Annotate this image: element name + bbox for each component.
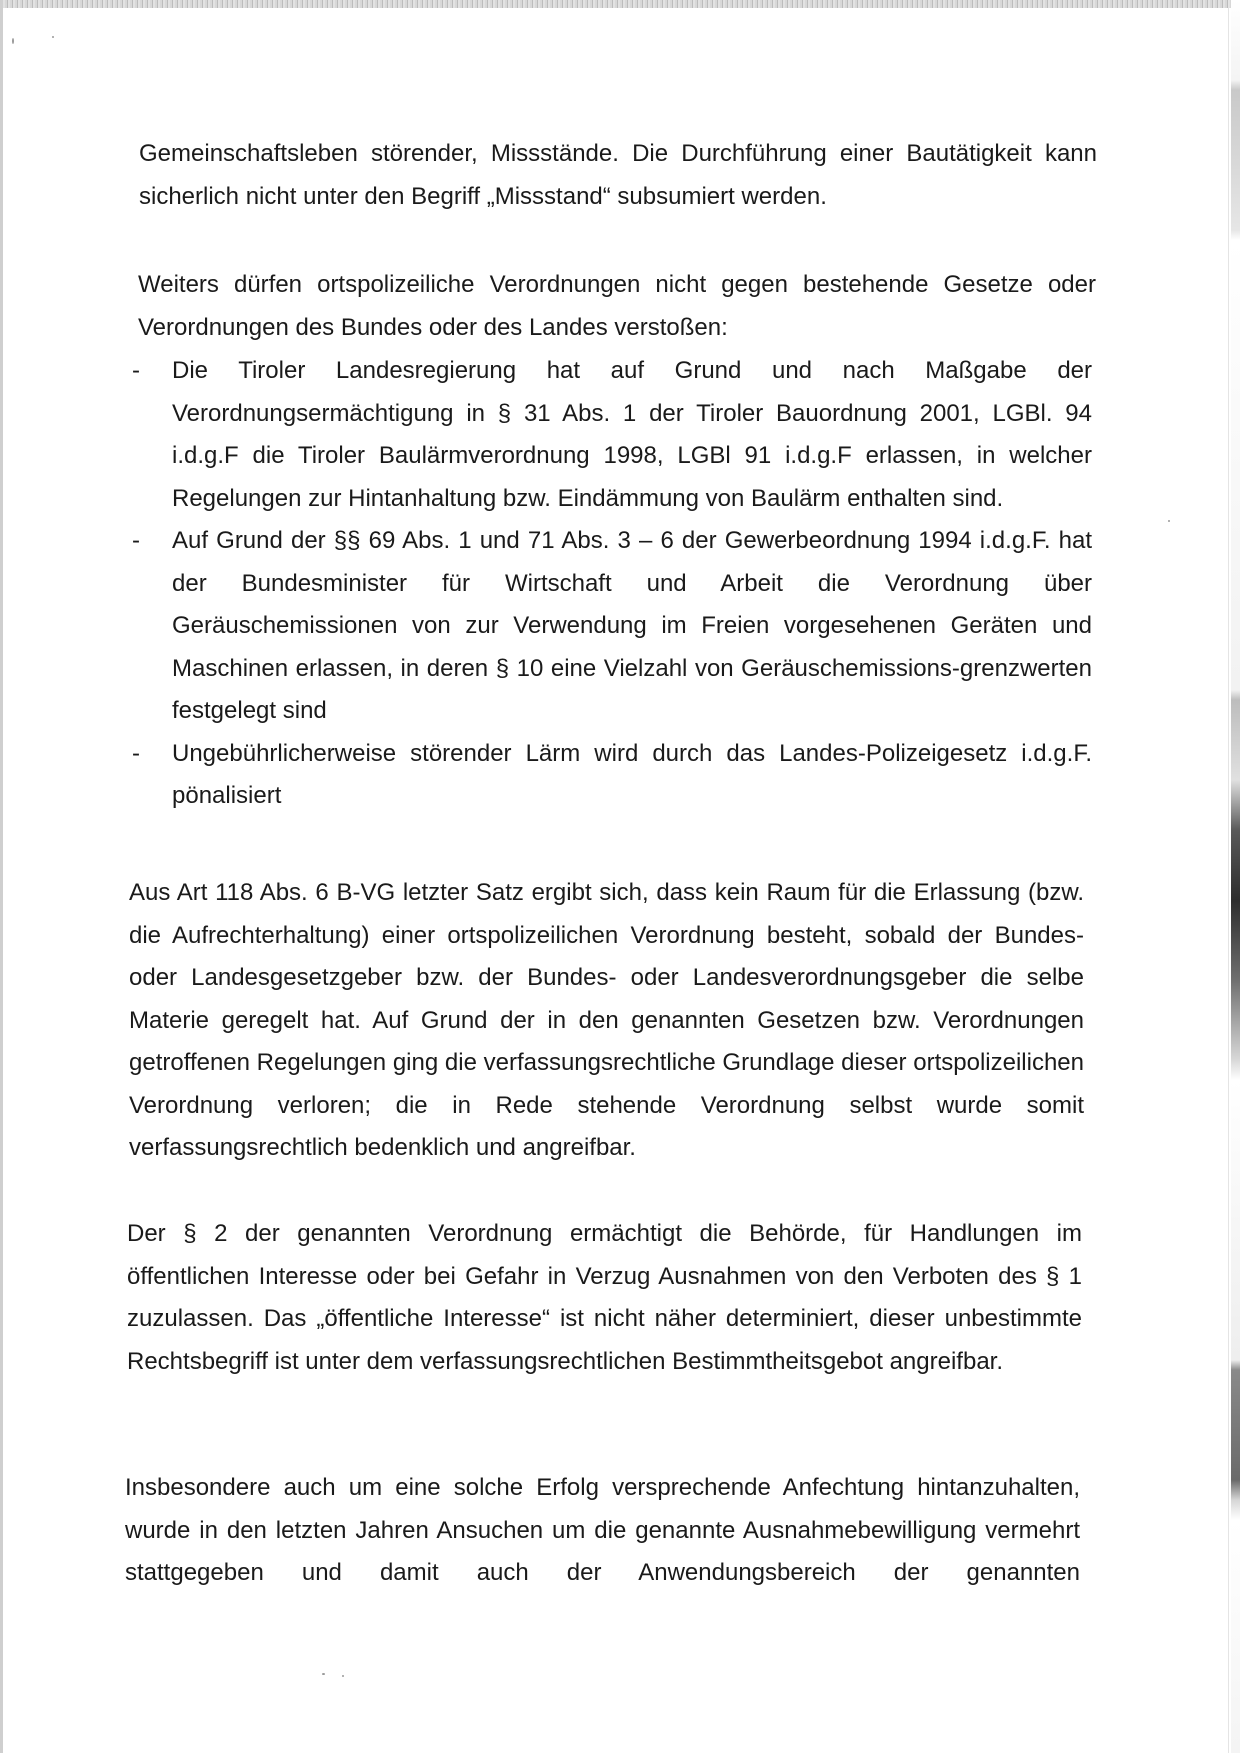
paragraph-1: Gemeinschaftsleben störender, Missstände. Die Durchführung einer Bautätigkeit kann sicherlich nicht unter den Begriff „Missstand“ subsumiert werden. (139, 140, 1097, 210)
bullet-marker: - (132, 739, 140, 767)
bullet-text: Die Tiroler Landesregierung hat auf Grund und nach Maßgabe der Verordnungsermächtigung in § 31 Abs. 1 der Tiroler Bauordnung 2001, LGBl. 94 i.d.g.F die Tiroler Baulärmverordnung 1998, LGBl 91 i.d.g.F erlassen, in welcher Regelungen zur Hintanhaltung bzw. Eindämmung von Baulärm enthalten sind. (172, 357, 1092, 512)
bullet-item (132, 350, 1092, 520)
paragraph-2: Weiters dürfen ortspolizeiliche Verordnungen nicht gegen bestehende Gesetze oder Verordnungen des Bundes oder des Landes verstoßen: (138, 271, 1096, 341)
bullet-item (132, 520, 1092, 733)
bullet-text: Auf Grund der §§ 69 Abs. 1 und 71 Abs. 3 – 6 der Gewerbeordnung 1994 i.d.g.F. hat der Bundesminister für Wirtschaft und Arbeit die Verordnung über Geräuschemissionen von zur Verwendung im Freien vorgesehenen Geräten und Maschinen erlassen, in deren § 10 eine Vielzahl von Geräuschemissions-grenzwerten festgelegt sind (172, 527, 1092, 724)
scan-speck (342, 1675, 344, 1677)
bullet-marker: - (132, 357, 140, 384)
paragraph-5: Insbesondere auch um eine solche Erfolg versprechende Anfechtung hintanzuhalten, wurde in den letzten Jahren Ansuchen um die genannte Ausnahmebewilligung vermehrt stattgegeben und damit auch der Anwendungsbereich der genannten (125, 1474, 1080, 1586)
scan-speck (322, 1673, 325, 1675)
scan-speck (52, 36, 54, 38)
scan-speck (12, 38, 14, 44)
bullet-list (132, 350, 1092, 818)
scan-top-edge (0, 0, 1240, 8)
bullet-item (132, 733, 1092, 818)
scan-right-edge (1231, 0, 1240, 1753)
scan-left-edge (0, 0, 3, 1753)
paragraph-4: Der § 2 der genannten Verordnung ermächtigt die Behörde, für Handlungen im öffentlichen Interesse oder bei Gefahr in Verzug Ausnahmen von den Verboten des § 1 zuzulassen. Das „öffentliche Interesse“ ist nicht näher determiniert, dieser unbestimmte Rechtsbegriff ist unter dem verfassungsrechtlichen Bestimmtheitsgebot angreifbar. (127, 1220, 1082, 1375)
scan-right-edge-line (1228, 0, 1229, 1753)
paragraph-3: Aus Art 118 Abs. 6 B-VG letzter Satz ergibt sich, dass kein Raum für die Erlassung (bzw. die Aufrechterhaltung) einer ortspolizeilichen Verordnung besteht, sobald der Bundes- oder Landesgesetzgeber bzw. der Bundes- oder Landesverordnungsgeber die selbe Materie geregelt hat. Auf Grund der in den genannten Gesetzen bzw. Verordnungen getroffenen Regelungen ging die verfassungsrechtliche Grundlage dieser ortspolizeilichen Verordnung verloren; die in Rede stehende Verordnung selbst wurde somit verfassungsrechtlich bedenklich und angreifbar. (129, 879, 1084, 1161)
bullet-text: Ungebührlicherweise störender Lärm wird durch das Landes-Polizeigesetz i.d.g.F. pönalisiert (172, 739, 1092, 809)
scan-speck (1168, 520, 1170, 522)
bullet-marker: - (132, 527, 140, 554)
